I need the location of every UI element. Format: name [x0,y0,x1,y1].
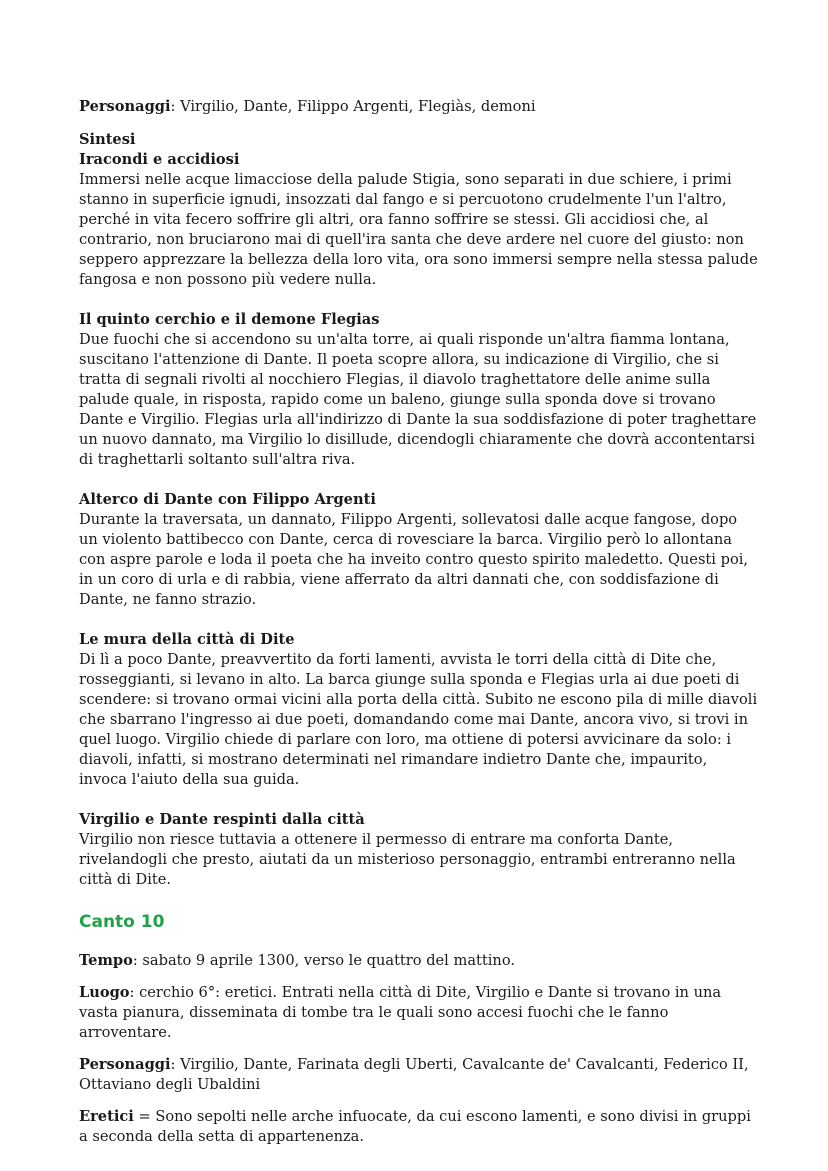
section-mura-dite [79,630,759,790]
luogo-label: Luogo [79,984,130,1001]
section-heading: Iracondi e accidiosi [79,151,240,168]
canto-heading: Canto 10 [79,912,165,932]
characters-text: : Virgilio, Dante, Filippo Argenti, Flegiàs, demoni [170,98,536,115]
section-respinti [79,810,759,890]
section-text: Durante la traversata, un dannato, Filippo Argenti, sollevatosi dalle acque fangose, dopo un violento battibecco con Dante, cerca di rovesciare la barca. Virgilio però lo allontana con aspre parole e loda il poeta che ha inveito contro questo spirito maledetto. Questi poi, in un coro di urla e di rabbia, viene afferrato da altri dannati che, con soddisfazione di Dante, ne fanno strazio. [79,511,749,608]
section-text: Due fuochi che si accendono su un'alta torre, ai quali risponde un'altra fiamma lontana, suscitano l'attenzione di Dante. Il poeta scopre allora, su indicazione di Virgilio, che si tratta di segnali rivolti al nocchiero Flegias, il diavolo traghettatore delle anime sulla palude quale, in risposta, rapido come un baleno, giunge sulla sponda dove si trovano Dante e Virgilio. Flegias urla all'indirizzo di Dante la sua soddisfazione di poter traghettare un nuovo dannato, ma Virgilio lo disillude, dicendogli chiaramente che dovrà accontentarsi di traghettarli soltanto sull'altra riva. [79,331,757,468]
section-iracondi [79,150,759,290]
characters-line [79,97,759,117]
section-heading: Alterco di Dante con Filippo Argenti [79,491,376,508]
sintesi-title: Sintesi [79,131,136,148]
section-flegias [79,310,759,470]
personaggi-text: : Virgilio, Dante, Farinata degli Uberti, Cavalcante de' Cavalcanti, Federico II, Ottaviano degli Ubaldini [79,1056,749,1093]
tempo-line [79,951,759,971]
eretici-label: Eretici [79,1108,134,1125]
personaggi-line [79,1055,759,1095]
section-text: Immersi nelle acque limacciose della palude Stigia, sono separati in due schiere, i primi stanno in superficie ignudi, insozzati dal fango e si percuotono crudelmente l'un l'altro, perché in vita fecero soffrire gli altri, ora fanno soffrire se stessi. Gli accidiosi che, al contrario, non bruciarono mai di quell'ira santa che deve ardere nel cuore del giusto: non seppero apprezzare la bellezza della loro vita, ora sono immersi sempre nella stessa palude fangosa e non possono più vedere nulla. [79,171,758,288]
eretici-line [79,1107,759,1147]
section-heading: Virgilio e Dante respinti dalla città [79,811,365,828]
luogo-line [79,983,759,1043]
eretici-text: = Sono sepolti nelle arche infuocate, da cui escono lamenti, e sono divisi in gruppi a seconda della setta di appartenenza. [79,1108,751,1145]
tempo-label: Tempo [79,952,133,969]
section-heading: Il quinto cerchio e il demone Flegias [79,311,380,328]
section-argenti [79,490,759,610]
characters-label: Personaggi [79,98,171,115]
section-heading: Le mura della città di Dite [79,631,295,648]
tempo-text: : sabato 9 aprile 1300, verso le quattro del mattino. [132,952,515,969]
document-body [79,97,759,1159]
luogo-text: : cerchio 6°: eretici. Entrati nella città di Dite, Virgilio e Dante si trovano in una vasta pianura, disseminata di tombe tra le quali sono accesi fuochi che le fanno arroventare. [79,984,722,1041]
section-text: Di lì a poco Dante, preavvertito da forti lamenti, avvista le torri della città di Dite che, rosseggianti, si levano in alto. La barca giunge sulla sponda e Flegias urla ai due poeti di scendere: si trovano ormai vicini alla porta della città. Subito ne escono pila di mille diavoli che sbarrano l'ingresso ai due poeti, domandando come mai Dante, ancora vivo, si trovi in quel luogo. Virgilio chiede di parlare con loro, ma ottiene di potersi avvicinare da solo: i diavoli, infatti, si mostrano determinati nel rimandare indietro Dante che, impaurito, invoca l'aiuto della sua guida. [79,651,758,788]
personaggi-label: Personaggi [79,1056,171,1073]
section-text: Virgilio non riesce tuttavia a ottenere il permesso di entrare ma conforta Dante, rivelandogli che presto, aiutati da un misterioso personaggio, entrambi entreranno nella città di Dite. [79,831,736,888]
